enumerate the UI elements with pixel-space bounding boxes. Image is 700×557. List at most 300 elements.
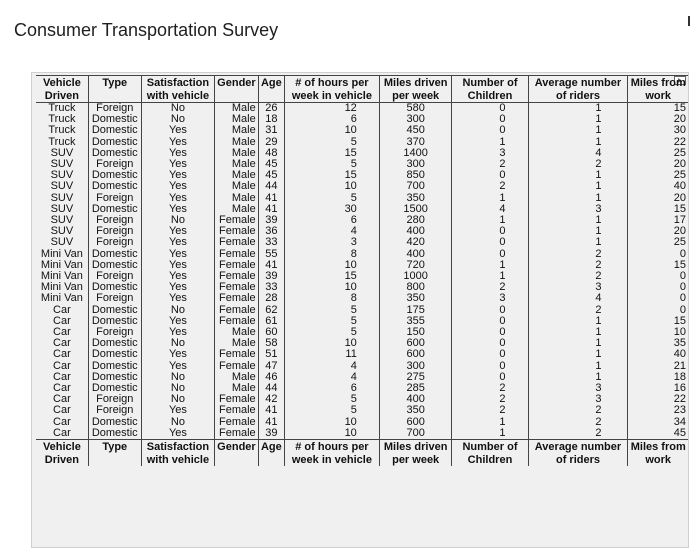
table-cell[interactable]: Domestic [88, 338, 141, 349]
table-cell[interactable]: 30 [285, 204, 380, 215]
table-cell[interactable]: 41 [258, 204, 284, 215]
table-cell[interactable]: 1 [528, 316, 628, 327]
table-cell[interactable]: Domestic [88, 148, 141, 159]
table-cell[interactable]: Car [53, 416, 71, 428]
table-cell[interactable]: 0 [452, 226, 528, 237]
table-cell[interactable]: 2 [452, 159, 528, 170]
table-cell[interactable]: 0 [628, 249, 688, 260]
table-cell[interactable]: Male [215, 181, 259, 192]
table-cell[interactable]: 5 [285, 327, 380, 338]
table-cell[interactable]: 41 [258, 417, 284, 428]
table-cell[interactable]: Domestic [88, 282, 141, 293]
table-cell[interactable]: 20 [628, 226, 688, 237]
table-cell[interactable]: Foreign [88, 103, 141, 115]
minimize-icon[interactable] [688, 16, 690, 26]
table-cell[interactable]: 2 [528, 428, 628, 440]
table-cell[interactable]: Female [215, 405, 259, 416]
table-cell[interactable]: Car [53, 360, 71, 372]
table-cell[interactable]: 1 [528, 114, 628, 125]
table-cell[interactable]: 33 [258, 237, 284, 248]
table-cell[interactable]: 10 [285, 125, 380, 136]
table-cell[interactable]: 350 [379, 293, 452, 304]
table-cell[interactable]: Yes [141, 137, 215, 148]
table-cell[interactable]: Domestic [88, 137, 141, 148]
table-cell[interactable]: 36 [258, 226, 284, 237]
table-cell[interactable]: Female [215, 361, 259, 372]
table-cell[interactable]: 8 [285, 249, 380, 260]
table-cell[interactable]: Foreign [88, 293, 141, 304]
table-cell[interactable]: Domestic [88, 417, 141, 428]
table-cell[interactable]: 45 [258, 170, 284, 181]
table-cell[interactable]: 280 [379, 215, 452, 226]
table-cell[interactable]: 175 [379, 305, 452, 316]
table-cell[interactable]: 34 [628, 417, 688, 428]
table-cell[interactable]: Mini Van [40, 293, 83, 305]
table-cell[interactable]: 2 [528, 405, 628, 416]
table-cell[interactable]: 0 [452, 316, 528, 327]
table-cell[interactable]: 1 [452, 215, 528, 226]
table-cell[interactable]: Domestic [88, 305, 141, 316]
table-cell[interactable]: 580 [379, 103, 452, 115]
table-cell[interactable]: Male [215, 125, 259, 136]
table-cell[interactable]: 39 [258, 215, 284, 226]
table-cell[interactable]: 1 [528, 372, 628, 383]
table-cell[interactable]: 55 [258, 249, 284, 260]
table-cell[interactable]: SUV [50, 159, 74, 171]
table-cell[interactable]: Female [215, 316, 259, 327]
table-cell[interactable]: 720 [379, 260, 452, 271]
table-cell[interactable]: 400 [379, 394, 452, 405]
table-cell[interactable]: 5 [285, 316, 380, 327]
table-cell[interactable]: 6 [285, 215, 380, 226]
table-cell[interactable]: Male [215, 159, 259, 170]
table-cell[interactable]: 4 [528, 293, 628, 304]
table-cell[interactable]: 25 [628, 237, 688, 248]
table-cell[interactable]: 15 [285, 271, 380, 282]
table-cell[interactable]: 10 [285, 428, 380, 440]
table-cell[interactable]: Car [53, 383, 71, 395]
table-cell[interactable]: 1 [528, 349, 628, 360]
table-cell[interactable]: No [141, 338, 215, 349]
table-cell[interactable]: 1 [528, 193, 628, 204]
table-cell[interactable]: Yes [141, 249, 215, 260]
table-cell[interactable]: 15 [628, 103, 688, 115]
table-cell[interactable]: 4 [452, 204, 528, 215]
table-cell[interactable]: 2 [528, 249, 628, 260]
table-cell[interactable]: Female [215, 417, 259, 428]
table-cell[interactable]: Car [53, 327, 71, 339]
table-cell[interactable]: 62 [258, 305, 284, 316]
table-cell[interactable]: Male [215, 338, 259, 349]
table-cell[interactable]: Domestic [88, 349, 141, 360]
table-cell[interactable]: 2 [452, 405, 528, 416]
table-cell[interactable]: 5 [285, 137, 380, 148]
table-cell[interactable]: 3 [528, 383, 628, 394]
table-cell[interactable]: Foreign [88, 237, 141, 248]
table-cell[interactable]: 28 [258, 293, 284, 304]
table-cell[interactable]: 15 [628, 316, 688, 327]
table-cell[interactable]: 15 [628, 204, 688, 215]
table-cell[interactable]: 17 [628, 215, 688, 226]
table-cell[interactable]: Female [215, 282, 259, 293]
table-cell[interactable]: 3 [528, 394, 628, 405]
table-cell[interactable]: 0 [452, 103, 528, 115]
table-cell[interactable]: SUV [50, 181, 74, 193]
table-cell[interactable]: Car [53, 338, 71, 350]
table-cell[interactable]: 600 [379, 349, 452, 360]
table-cell[interactable]: 5 [285, 193, 380, 204]
table-cell[interactable]: Yes [141, 159, 215, 170]
table-cell[interactable]: 44 [258, 383, 284, 394]
table-cell[interactable]: Female [215, 349, 259, 360]
table-cell[interactable]: Car [53, 427, 71, 439]
table-cell[interactable]: Male [215, 372, 259, 383]
table-cell[interactable]: 1 [452, 417, 528, 428]
table-cell[interactable]: Domestic [88, 125, 141, 136]
table-cell[interactable]: 10 [285, 417, 380, 428]
table-cell[interactable]: Male [215, 327, 259, 338]
table-cell[interactable]: 40 [628, 181, 688, 192]
table-cell[interactable]: Yes [141, 428, 215, 440]
table-cell[interactable]: Foreign [88, 215, 141, 226]
table-cell[interactable]: Female [215, 271, 259, 282]
table-cell[interactable]: 1 [452, 193, 528, 204]
table-cell[interactable]: 1 [452, 137, 528, 148]
table-cell[interactable]: 42 [258, 394, 284, 405]
table-cell[interactable]: Car [53, 315, 71, 327]
table-cell[interactable]: 41 [258, 405, 284, 416]
table-cell[interactable]: Yes [141, 170, 215, 181]
table-cell[interactable]: Domestic [88, 372, 141, 383]
table-cell[interactable]: No [141, 114, 215, 125]
table-cell[interactable]: 1 [528, 103, 628, 115]
table-cell[interactable]: 3 [285, 237, 380, 248]
table-cell[interactable]: Foreign [88, 405, 141, 416]
table-cell[interactable]: Female [215, 293, 259, 304]
table-cell[interactable]: Yes [141, 327, 215, 338]
table-cell[interactable]: 4 [285, 361, 380, 372]
table-cell[interactable]: 44 [258, 181, 284, 192]
table-cell[interactable]: 25 [628, 148, 688, 159]
table-cell[interactable]: 1400 [379, 148, 452, 159]
table-cell[interactable]: Male [215, 204, 259, 215]
table-cell[interactable]: 61 [258, 316, 284, 327]
table-cell[interactable]: 20 [628, 159, 688, 170]
table-cell[interactable]: 51 [258, 349, 284, 360]
table-cell[interactable]: SUV [50, 237, 74, 249]
table-cell[interactable]: Female [215, 226, 259, 237]
table-cell[interactable]: 2 [528, 159, 628, 170]
table-cell[interactable]: No [141, 383, 215, 394]
table-cell[interactable]: Domestic [88, 204, 141, 215]
table-cell[interactable]: 26 [258, 103, 284, 115]
table-cell[interactable]: 40 [628, 349, 688, 360]
table-cell[interactable]: 2 [528, 305, 628, 316]
table-cell[interactable]: 420 [379, 237, 452, 248]
table-cell[interactable]: 15 [628, 260, 688, 271]
table-cell[interactable]: Female [215, 260, 259, 271]
table-cell[interactable]: 21 [628, 361, 688, 372]
table-cell[interactable]: 0 [452, 372, 528, 383]
table-cell[interactable]: 29 [258, 137, 284, 148]
table-cell[interactable]: 1 [528, 137, 628, 148]
table-cell[interactable]: 5 [285, 305, 380, 316]
table-cell[interactable]: 150 [379, 327, 452, 338]
table-cell[interactable]: 48 [258, 148, 284, 159]
table-cell[interactable]: 1 [528, 338, 628, 349]
table-cell[interactable]: 1 [452, 428, 528, 440]
table-cell[interactable]: Yes [141, 125, 215, 136]
table-cell[interactable]: Female [215, 249, 259, 260]
table-cell[interactable]: No [141, 394, 215, 405]
table-cell[interactable]: 1 [528, 181, 628, 192]
table-cell[interactable]: 0 [628, 282, 688, 293]
table-cell[interactable]: 850 [379, 170, 452, 181]
table-cell[interactable]: 23 [628, 405, 688, 416]
table-cell[interactable]: 20 [628, 114, 688, 125]
table-cell[interactable]: Yes [141, 226, 215, 237]
table-cell[interactable]: SUV [50, 215, 74, 227]
table-cell[interactable]: 0 [452, 327, 528, 338]
table-cell[interactable]: Yes [141, 148, 215, 159]
table-cell[interactable]: 350 [379, 405, 452, 416]
table-cell[interactable]: 41 [258, 193, 284, 204]
table-cell[interactable]: 5 [285, 159, 380, 170]
table-cell[interactable]: 25 [628, 170, 688, 181]
table-cell[interactable]: 4 [528, 148, 628, 159]
table-cell[interactable]: Male [215, 148, 259, 159]
table-cell[interactable]: 2 [528, 271, 628, 282]
table-cell[interactable]: 1 [528, 170, 628, 181]
table-cell[interactable]: 355 [379, 316, 452, 327]
table-cell[interactable]: 370 [379, 137, 452, 148]
table-cell[interactable]: 400 [379, 249, 452, 260]
table-cell[interactable]: 1 [452, 260, 528, 271]
table-cell[interactable]: Yes [141, 181, 215, 192]
table-cell[interactable]: 0 [452, 125, 528, 136]
table-cell[interactable]: No [141, 372, 215, 383]
table-cell[interactable]: 450 [379, 125, 452, 136]
table-cell[interactable]: Yes [141, 204, 215, 215]
table-cell[interactable]: 285 [379, 383, 452, 394]
table-cell[interactable]: Truck [48, 102, 76, 114]
table-cell[interactable]: 22 [628, 394, 688, 405]
table-cell[interactable]: Female [215, 428, 259, 440]
table-cell[interactable]: Domestic [88, 249, 141, 260]
table-cell[interactable]: 35 [628, 338, 688, 349]
table-cell[interactable]: Truck [48, 136, 76, 148]
table-cell[interactable]: 4 [285, 226, 380, 237]
table-cell[interactable]: 2 [452, 383, 528, 394]
table-cell[interactable]: SUV [50, 226, 74, 238]
table-cell[interactable]: 47 [258, 361, 284, 372]
table-cell[interactable]: 1 [528, 125, 628, 136]
table-cell[interactable]: Car [53, 394, 71, 406]
table-cell[interactable]: 800 [379, 282, 452, 293]
table-cell[interactable]: 0 [628, 293, 688, 304]
table-cell[interactable]: 3 [452, 293, 528, 304]
table-cell[interactable]: Truck [48, 125, 76, 137]
table-cell[interactable]: 10 [285, 181, 380, 192]
table-cell[interactable]: Truck [48, 114, 76, 126]
table-cell[interactable]: 600 [379, 338, 452, 349]
table-cell[interactable]: Domestic [88, 383, 141, 394]
table-cell[interactable]: 1 [528, 361, 628, 372]
table-cell[interactable]: 10 [285, 260, 380, 271]
table-cell[interactable]: 4 [285, 372, 380, 383]
table-cell[interactable]: 0 [452, 114, 528, 125]
table-cell[interactable]: 60 [258, 327, 284, 338]
table-cell[interactable]: Domestic [88, 361, 141, 372]
table-cell[interactable]: 0 [452, 349, 528, 360]
table-cell[interactable]: 1500 [379, 204, 452, 215]
table-cell[interactable]: Female [215, 394, 259, 405]
table-cell[interactable]: Yes [141, 405, 215, 416]
table-cell[interactable]: Foreign [88, 394, 141, 405]
table-cell[interactable]: Male [215, 383, 259, 394]
table-cell[interactable]: SUV [50, 203, 74, 215]
table-cell[interactable]: Foreign [88, 226, 141, 237]
table-cell[interactable]: 5 [285, 394, 380, 405]
table-cell[interactable]: 300 [379, 114, 452, 125]
table-cell[interactable]: Male [215, 137, 259, 148]
table-cell[interactable]: 0 [452, 249, 528, 260]
table-cell[interactable]: SUV [50, 192, 74, 204]
table-cell[interactable]: 6 [285, 114, 380, 125]
table-cell[interactable]: 1 [528, 226, 628, 237]
table-cell[interactable]: 18 [628, 372, 688, 383]
table-cell[interactable]: Car [53, 371, 71, 383]
table-cell[interactable]: Domestic [88, 260, 141, 271]
table-cell[interactable]: 58 [258, 338, 284, 349]
table-cell[interactable]: 275 [379, 372, 452, 383]
table-cell[interactable]: 39 [258, 271, 284, 282]
table-cell[interactable]: 41 [258, 260, 284, 271]
table-cell[interactable]: 300 [379, 361, 452, 372]
table-cell[interactable]: 31 [258, 125, 284, 136]
table-cell[interactable]: 10 [628, 327, 688, 338]
table-cell[interactable]: Yes [141, 282, 215, 293]
table-cell[interactable]: Car [53, 405, 71, 417]
table-cell[interactable]: Male [215, 193, 259, 204]
table-cell[interactable]: 33 [258, 282, 284, 293]
table-cell[interactable]: 0 [452, 361, 528, 372]
table-cell[interactable]: 11 [285, 349, 380, 360]
table-cell[interactable]: 16 [628, 383, 688, 394]
table-cell[interactable]: Female [215, 215, 259, 226]
table-cell[interactable]: Car [53, 349, 71, 361]
table-cell[interactable]: 600 [379, 417, 452, 428]
table-cell[interactable]: Foreign [88, 159, 141, 170]
table-cell[interactable]: Mini Van [40, 271, 83, 283]
table-cell[interactable]: Mini Van [40, 248, 83, 260]
table-cell[interactable]: Female [215, 237, 259, 248]
table-cell[interactable]: 45 [258, 159, 284, 170]
table-cell[interactable]: Yes [141, 237, 215, 248]
table-cell[interactable]: 1 [528, 327, 628, 338]
table-cell[interactable]: Foreign [88, 271, 141, 282]
table-cell[interactable]: 1000 [379, 271, 452, 282]
table-cell[interactable]: 10 [285, 338, 380, 349]
table-cell[interactable]: 10 [285, 282, 380, 293]
table-cell[interactable]: 20 [628, 193, 688, 204]
table-cell[interactable]: 6 [285, 383, 380, 394]
table-cell[interactable]: 350 [379, 193, 452, 204]
table-cell[interactable]: Car [53, 304, 71, 316]
table-cell[interactable]: Foreign [88, 193, 141, 204]
table-cell[interactable]: 15 [285, 170, 380, 181]
table-cell[interactable]: Yes [141, 349, 215, 360]
table-cell[interactable]: 8 [285, 293, 380, 304]
table-cell[interactable]: Yes [141, 271, 215, 282]
table-cell[interactable]: 2 [528, 417, 628, 428]
table-cell[interactable]: 700 [379, 181, 452, 192]
table-cell[interactable]: 45 [628, 428, 688, 440]
table-cell[interactable]: Yes [141, 193, 215, 204]
table-cell[interactable]: 5 [285, 405, 380, 416]
table-cell[interactable]: Mini Van [40, 259, 83, 271]
table-cell[interactable]: 300 [379, 159, 452, 170]
table-cell[interactable]: No [141, 103, 215, 115]
table-cell[interactable]: 0 [452, 338, 528, 349]
table-cell[interactable]: 15 [285, 148, 380, 159]
table-cell[interactable]: 22 [628, 137, 688, 148]
table-cell[interactable]: 2 [452, 282, 528, 293]
table-cell[interactable]: 0 [452, 170, 528, 181]
table-cell[interactable]: Male [215, 103, 259, 115]
table-cell[interactable]: Domestic [88, 170, 141, 181]
table-cell[interactable]: 400 [379, 226, 452, 237]
table-cell[interactable]: Foreign [88, 327, 141, 338]
table-cell[interactable]: Yes [141, 361, 215, 372]
table-cell[interactable]: Yes [141, 293, 215, 304]
table-cell[interactable]: No [141, 215, 215, 226]
table-cell[interactable]: 700 [379, 428, 452, 440]
table-cell[interactable]: 3 [452, 148, 528, 159]
table-cell[interactable]: 0 [628, 271, 688, 282]
table-cell[interactable]: 39 [258, 428, 284, 440]
table-cell[interactable]: 3 [528, 204, 628, 215]
table-cell[interactable]: Male [215, 114, 259, 125]
table-cell[interactable]: 1 [452, 271, 528, 282]
table-cell[interactable]: Yes [141, 260, 215, 271]
table-cell[interactable]: No [141, 305, 215, 316]
table-cell[interactable]: 18 [258, 114, 284, 125]
table-cell[interactable]: Male [215, 170, 259, 181]
table-cell[interactable]: 12 [285, 103, 380, 115]
table-cell[interactable]: Mini Van [40, 282, 83, 294]
table-cell[interactable]: 2 [452, 394, 528, 405]
table-cell[interactable]: Domestic [88, 114, 141, 125]
table-cell[interactable]: SUV [50, 170, 74, 182]
table-cell[interactable]: 0 [452, 237, 528, 248]
table-cell[interactable]: 3 [528, 282, 628, 293]
table-cell[interactable]: Domestic [88, 428, 141, 440]
table-cell[interactable]: 1 [528, 237, 628, 248]
table-cell[interactable]: Yes [141, 316, 215, 327]
table-cell[interactable]: 2 [528, 260, 628, 271]
table-cell[interactable]: No [141, 417, 215, 428]
table-cell[interactable]: Female [215, 305, 259, 316]
table-cell[interactable]: Domestic [88, 181, 141, 192]
table-cell[interactable]: 1 [528, 215, 628, 226]
table-cell[interactable]: Domestic [88, 316, 141, 327]
table-cell[interactable]: 46 [258, 372, 284, 383]
table-cell[interactable]: 0 [628, 305, 688, 316]
table-cell[interactable]: 30 [628, 125, 688, 136]
table-cell[interactable]: 2 [452, 181, 528, 192]
table-cell[interactable]: 0 [452, 305, 528, 316]
